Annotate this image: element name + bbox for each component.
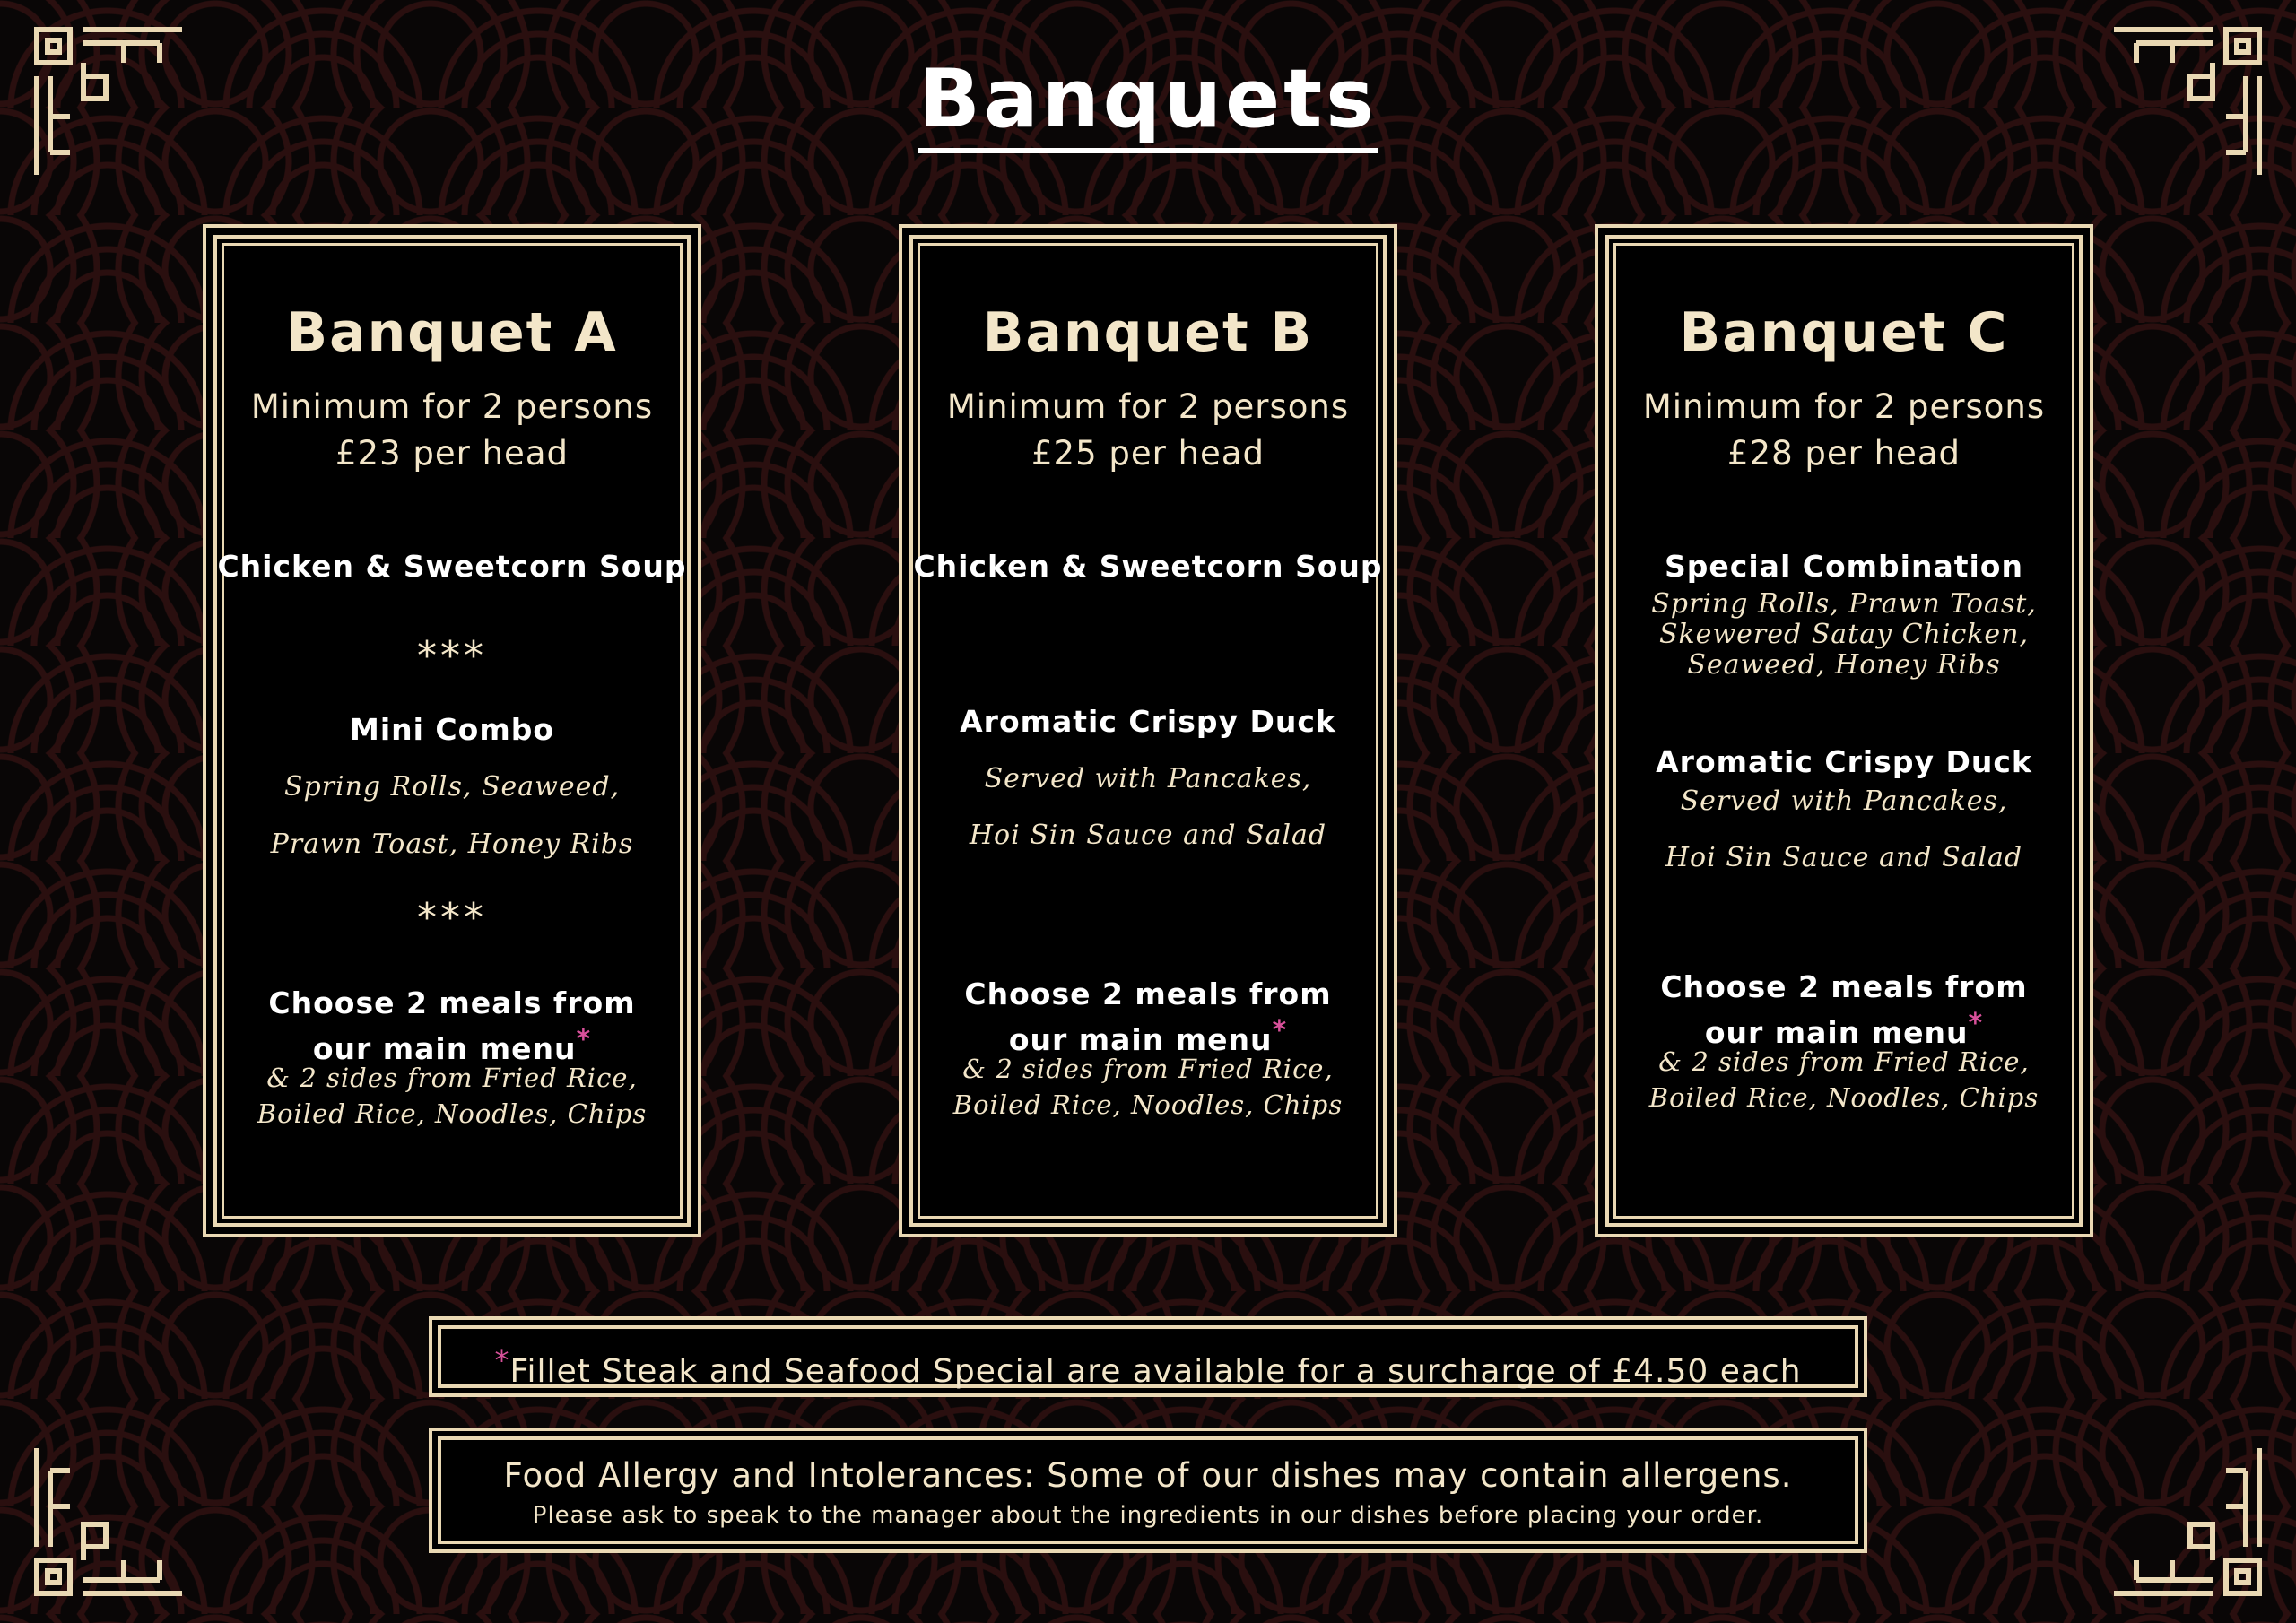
course-2-description-line-1: Served with Pancakes, — [1680, 785, 2008, 817]
course-2-dish: Aromatic Crispy Duck — [960, 704, 1336, 739]
course-1-dish: Chicken & Sweetcorn Soup — [913, 549, 1383, 584]
surcharge-asterisk: * — [494, 1343, 510, 1377]
course-2-description-line-1: Spring Rolls, Seaweed, — [283, 771, 621, 803]
banquet-minimum: Minimum for 2 persons — [946, 387, 1350, 426]
course-1-dish: Special Combination — [1665, 549, 2023, 584]
banquet-title: Banquet A — [286, 301, 618, 364]
course-1-description-line-2: Skewered Satay Chicken, — [1658, 619, 2030, 650]
banquet-minimum: Minimum for 2 persons — [1642, 387, 2046, 426]
sides-line-1: & 2 sides from Fried Rice, — [962, 1054, 1334, 1084]
course-separator: *** — [417, 633, 487, 679]
sides-line-2: Boiled Rice, Noodles, Chips — [952, 1089, 1344, 1120]
course-2-description-line-1: Served with Pancakes, — [984, 763, 1312, 794]
banquet-price: £25 per head — [1031, 434, 1265, 473]
surcharge-text-line — [441, 1329, 1855, 1403]
course-2-description-line-2: Prawn Toast, Honey Ribs — [270, 829, 634, 860]
banquet-a-frame — [213, 235, 691, 1227]
main-course-text: our main menu — [1704, 1015, 1969, 1050]
main-course-text: our main menu — [1008, 1022, 1273, 1057]
surcharge-asterisk: * — [576, 1024, 592, 1055]
corner-ornament-icon — [2109, 27, 2262, 179]
corner-ornament-icon — [2109, 1444, 2262, 1596]
corner-ornament-icon — [34, 27, 187, 179]
sides-line-1: & 2 sides from Fried Rice, — [266, 1063, 638, 1093]
course-2-dish: Mini Combo — [349, 712, 554, 747]
banquet-b-panel — [899, 224, 1397, 1237]
banquet-title: Banquet B — [982, 301, 1314, 364]
banquet-a-panel — [203, 224, 701, 1237]
banquet-price: £28 per head — [1727, 434, 1961, 473]
surcharge-text: Fillet Steak and Seafood Special are available for a surcharge of £4.50 each — [509, 1353, 1802, 1390]
course-separator: *** — [417, 895, 487, 941]
surcharge-notice — [429, 1316, 1867, 1397]
banquet-c-panel — [1595, 224, 2093, 1237]
corner-ornament-icon — [34, 1444, 187, 1596]
banquet-price: £23 per head — [335, 434, 569, 473]
surcharge-notice-frame — [438, 1325, 1858, 1388]
sides-line-2: Boiled Rice, Noodles, Chips — [1648, 1082, 2039, 1113]
course-1-description-line-1: Spring Rolls, Prawn Toast, — [1651, 588, 2037, 620]
sides-line-1: & 2 sides from Fried Rice, — [1658, 1046, 2030, 1077]
banquet-b-frame — [909, 235, 1387, 1227]
banquet-minimum: Minimum for 2 persons — [250, 387, 654, 426]
sides-line-2: Boiled Rice, Noodles, Chips — [257, 1098, 648, 1129]
allergy-title: Food Allergy and Intolerances: Some of our dishes may contain allergens. — [503, 1456, 1793, 1495]
banquet-c-frame — [1605, 235, 2083, 1227]
banquet-title: Banquet C — [1679, 301, 2009, 364]
allergy-notice — [429, 1428, 1867, 1553]
main-course-line-1: Choose 2 meals from — [1660, 969, 2028, 1004]
allergy-subtitle: Please ask to speak to the manager about the ingredients in our dishes before placing your order. — [532, 1502, 1764, 1529]
surcharge-asterisk: * — [1968, 1008, 1984, 1039]
main-course-text: our main menu — [312, 1031, 577, 1066]
page-title — [0, 52, 2296, 146]
course-1-dish: Chicken & Sweetcorn Soup — [217, 549, 687, 584]
page-title-text: Banquets — [918, 52, 1378, 153]
main-course-line-1: Choose 2 meals from — [268, 985, 636, 1020]
course-2-dish: Aromatic Crispy Duck — [1656, 744, 2032, 779]
course-2-description-line-2: Hoi Sin Sauce and Salad — [1665, 842, 2023, 873]
surcharge-asterisk: * — [1272, 1015, 1288, 1046]
course-2-description-line-2: Hoi Sin Sauce and Salad — [969, 820, 1327, 851]
allergy-notice-frame — [438, 1436, 1858, 1544]
course-1-description-line-3: Seaweed, Honey Ribs — [1687, 649, 2001, 681]
main-course-line-1: Choose 2 meals from — [964, 976, 1332, 1011]
